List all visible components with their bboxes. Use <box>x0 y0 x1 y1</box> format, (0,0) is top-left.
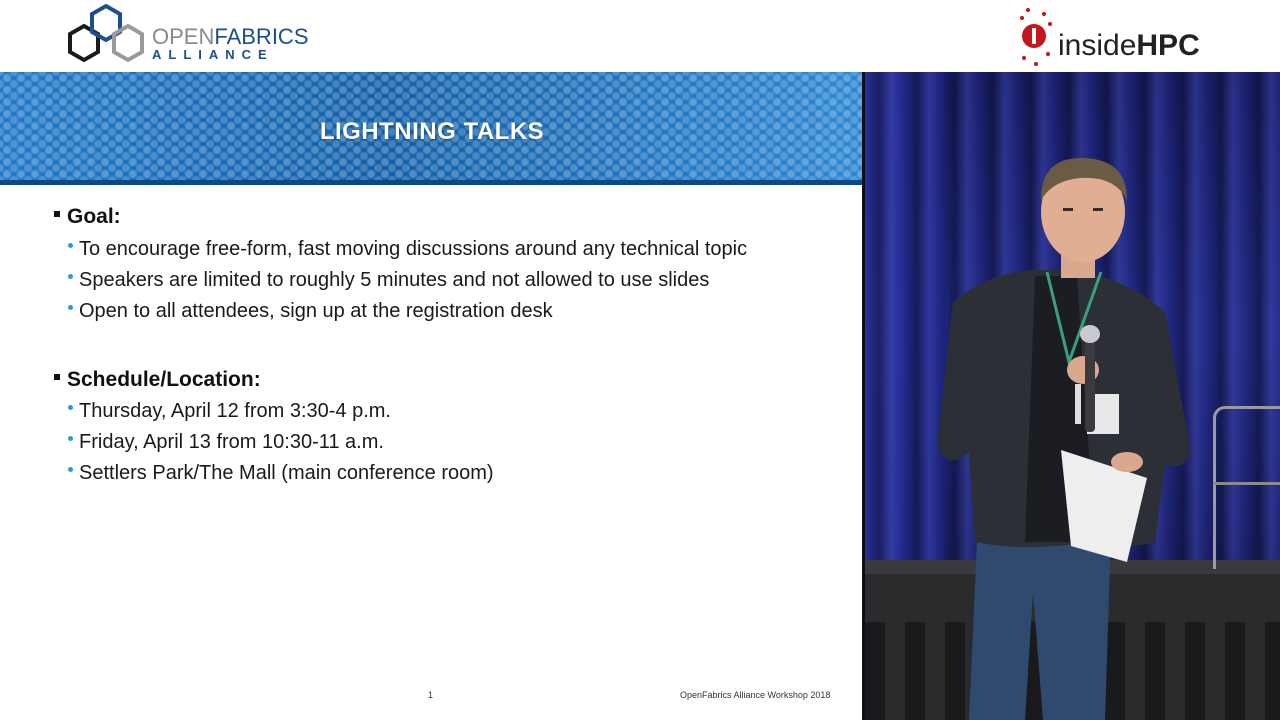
slide-title: LIGHTNING TALKS <box>319 118 545 145</box>
bullet-dot-icon <box>68 405 73 410</box>
logo-wordmark-top: OPENFABRICS <box>152 24 309 49</box>
bullet-dot-icon <box>68 436 73 441</box>
bullet-item: Friday, April 13 from 10:30-11 a.m. <box>68 430 384 454</box>
insidehpc-logo <box>1018 4 1228 68</box>
logo-wordmark-bottom: ALLIANCE <box>152 47 274 62</box>
bullet-item: To encourage free-form, fast moving discussions around any technical topic <box>68 237 747 261</box>
bullet-item: Open to all attendees, sign up at the registration desk <box>68 299 553 323</box>
bullet-item: Thursday, April 12 from 3:30-4 p.m. <box>68 399 391 423</box>
bullet-dot-icon <box>68 467 73 472</box>
bullet-dot-icon <box>68 243 73 248</box>
square-bullet-icon <box>54 211 60 217</box>
hexagon-logo-icon <box>60 2 156 72</box>
section-heading-goal: Goal: <box>54 204 121 230</box>
slide-footer: OpenFabrics Alliance Workshop 2018 <box>680 690 831 700</box>
bullet-dot-icon <box>68 305 73 310</box>
insidehpc-mark-icon <box>1018 4 1058 68</box>
bullet-dot-icon <box>68 274 73 279</box>
bullet-item: Speakers are limited to roughly 5 minutes and not allowed to use slides <box>68 268 709 292</box>
speaker-video-feed <box>865 72 1280 720</box>
banner-divider <box>0 180 864 185</box>
slide-title-banner <box>0 72 864 185</box>
slide-page-number: 1 <box>428 690 434 700</box>
top-header-bar <box>0 0 1280 72</box>
bullet-item: Settlers Park/The Mall (main conference room) <box>68 461 494 485</box>
speaker-figure <box>865 72 1280 720</box>
openfabrics-logo <box>60 2 309 72</box>
square-bullet-icon <box>54 374 60 380</box>
presentation-slide <box>0 72 864 720</box>
insidehpc-wordmark: insideHPC <box>1058 29 1200 62</box>
section-heading-schedule: Schedule/Location: <box>54 367 261 393</box>
